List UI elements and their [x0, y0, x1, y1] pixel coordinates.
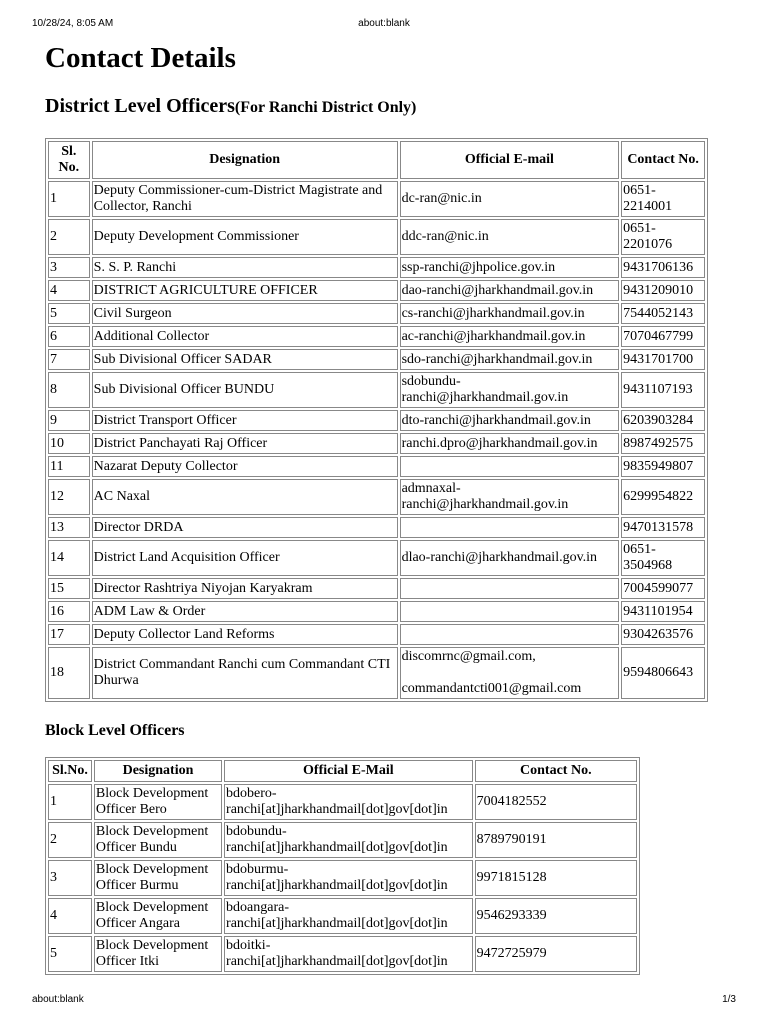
table-row: [48, 456, 705, 477]
cell-contact: 6299954822: [621, 479, 705, 515]
cell-contact: 9304263576: [621, 624, 705, 645]
table-row: [48, 433, 705, 454]
col-sl-no: Sl. No.: [48, 141, 90, 179]
cell-sl-no: 4: [48, 280, 90, 301]
table-row: [48, 784, 637, 820]
cell-designation: District Commandant Ranchi cum Commandant CTI Dhurwa: [92, 647, 398, 699]
cell-contact: 9431706136: [621, 257, 705, 278]
cell-sl-no: 2: [48, 822, 92, 858]
cell-email: [400, 601, 620, 622]
table-row: [48, 578, 705, 599]
table-row: [48, 647, 705, 699]
cell-sl-no: 5: [48, 303, 90, 324]
cell-email: sdo-ranchi@jharkhandmail.gov.in: [400, 349, 620, 370]
district-table-body: [48, 181, 705, 699]
cell-email: cs-ranchi@jharkhandmail.gov.in: [400, 303, 620, 324]
table-row: [48, 479, 705, 515]
table-header-row: [48, 760, 637, 782]
district-heading-note: (For Ranchi District Only): [234, 99, 417, 116]
col-email: Official E-Mail: [224, 760, 473, 782]
cell-contact: 0651-2214001: [621, 181, 705, 217]
page-break-mask: [0, 976, 768, 992]
cell-sl-no: 1: [48, 181, 90, 217]
cell-designation: Block Development Officer Bero: [94, 784, 222, 820]
cell-sl-no: 1: [48, 784, 92, 820]
cell-designation: DISTRICT AGRICULTURE OFFICER: [92, 280, 398, 301]
cell-designation: Block Development Officer Itki: [94, 936, 222, 972]
table-row: [48, 936, 637, 972]
cell-designation: Block Development Officer Burmu: [94, 860, 222, 896]
cell-sl-no: 9: [48, 410, 90, 431]
cell-designation: District Transport Officer: [92, 410, 398, 431]
cell-designation: Nazarat Deputy Collector: [92, 456, 398, 477]
cell-contact: 9472725979: [475, 936, 637, 972]
table-row: [48, 624, 705, 645]
cell-email: ac-ranchi@jharkhandmail.gov.in: [400, 326, 620, 347]
cell-designation: Deputy Collector Land Reforms: [92, 624, 398, 645]
cell-designation: Sub Divisional Officer SADAR: [92, 349, 398, 370]
cell-sl-no: 14: [48, 540, 90, 576]
cell-contact: 9835949807: [621, 456, 705, 477]
table-row: [48, 860, 637, 896]
cell-email: discomrnc@gmail.com, commandantcti001@gmail.com: [400, 647, 620, 699]
cell-sl-no: 3: [48, 860, 92, 896]
cell-email: dao-ranchi@jharkhandmail.gov.in: [400, 280, 620, 301]
cell-sl-no: 11: [48, 456, 90, 477]
cell-contact: 7070467799: [621, 326, 705, 347]
block-officers-table: [45, 757, 640, 975]
cell-contact: 6203903284: [621, 410, 705, 431]
table-row: [48, 822, 637, 858]
cell-email: bdobundu-ranchi[at]jharkhandmail[dot]gov[dot]in: [224, 822, 473, 858]
cell-sl-no: 17: [48, 624, 90, 645]
print-header: [32, 18, 736, 32]
table-row: [48, 372, 705, 408]
cell-designation: Block Development Officer Bundu: [94, 822, 222, 858]
table-row: [48, 349, 705, 370]
cell-email: bdoburmu-ranchi[at]jharkhandmail[dot]gov[dot]in: [224, 860, 473, 896]
cell-contact: 7544052143: [621, 303, 705, 324]
table-header-row: [48, 141, 705, 179]
cell-email: dc-ran@nic.in: [400, 181, 620, 217]
district-officers-table: [45, 138, 708, 702]
cell-designation: Deputy Commissioner-cum-District Magistrate and Collector, Ranchi: [92, 181, 398, 217]
cell-sl-no: 3: [48, 257, 90, 278]
cell-designation: Additional Collector: [92, 326, 398, 347]
cell-email: [400, 456, 620, 477]
table-row: [48, 219, 705, 255]
cell-designation: Block Development Officer Angara: [94, 898, 222, 934]
cell-contact: 9470131578: [621, 517, 705, 538]
col-designation: Designation: [92, 141, 398, 179]
cell-email: sdobundu-ranchi@jharkhandmail.gov.in: [400, 372, 620, 408]
cell-email: [400, 578, 620, 599]
table-row: [48, 257, 705, 278]
cell-sl-no: 12: [48, 479, 90, 515]
cell-email: bdoitki-ranchi[at]jharkhandmail[dot]gov[dot]in: [224, 936, 473, 972]
col-designation: Designation: [94, 760, 222, 782]
cell-contact: 0651-2201076: [621, 219, 705, 255]
cell-sl-no: 16: [48, 601, 90, 622]
cell-designation: District Land Acquisition Officer: [92, 540, 398, 576]
cell-contact: 9431101954: [621, 601, 705, 622]
table-row: [48, 410, 705, 431]
cell-email: ddc-ran@nic.in: [400, 219, 620, 255]
cell-contact: 9971815128: [475, 860, 637, 896]
table-row: [48, 540, 705, 576]
block-table-body: [48, 784, 637, 972]
table-row: [48, 303, 705, 324]
table-row: [48, 601, 705, 622]
cell-sl-no: 13: [48, 517, 90, 538]
cell-sl-no: 7: [48, 349, 90, 370]
cell-email: ranchi.dpro@jharkhandmail.gov.in: [400, 433, 620, 454]
cell-email: dlao-ranchi@jharkhandmail.gov.in: [400, 540, 620, 576]
print-footer-url: about:blank: [32, 994, 84, 1005]
cell-contact: 8987492575: [621, 433, 705, 454]
print-datetime: 10/28/24, 8:05 AM: [32, 18, 114, 29]
cell-contact: 7004599077: [621, 578, 705, 599]
table-row: [48, 280, 705, 301]
cell-sl-no: 4: [48, 898, 92, 934]
cell-designation: S. S. P. Ranchi: [92, 257, 398, 278]
cell-designation: Sub Divisional Officer BUNDU: [92, 372, 398, 408]
col-contact: Contact No.: [621, 141, 705, 179]
table-row: [48, 517, 705, 538]
district-heading-text: District Level Officers: [45, 95, 235, 117]
cell-email: bdobero-ranchi[at]jharkhandmail[dot]gov[dot]in: [224, 784, 473, 820]
cell-contact: 7004182552: [475, 784, 637, 820]
print-page-number: 1/3: [722, 994, 736, 1005]
print-page-title: about:blank: [358, 18, 410, 29]
cell-email: dto-ranchi@jharkhandmail.gov.in: [400, 410, 620, 431]
cell-sl-no: 18: [48, 647, 90, 699]
cell-designation: District Panchayati Raj Officer: [92, 433, 398, 454]
block-heading: Block Level Officers: [45, 722, 185, 739]
cell-designation: Civil Surgeon: [92, 303, 398, 324]
cell-sl-no: 8: [48, 372, 90, 408]
cell-contact: 9431107193: [621, 372, 705, 408]
cell-sl-no: 5: [48, 936, 92, 972]
cell-contact: 9431209010: [621, 280, 705, 301]
cell-sl-no: 6: [48, 326, 90, 347]
cell-sl-no: 2: [48, 219, 90, 255]
cell-email: [400, 624, 620, 645]
cell-sl-no: 15: [48, 578, 90, 599]
district-heading: [45, 91, 416, 123]
cell-email: ssp-ranchi@jhpolice.gov.in: [400, 257, 620, 278]
cell-designation: Director DRDA: [92, 517, 398, 538]
col-sl-no: Sl.No.: [48, 760, 92, 782]
col-email: Official E-mail: [400, 141, 620, 179]
page-title: Contact Details: [45, 42, 236, 74]
cell-designation: Deputy Development Commissioner: [92, 219, 398, 255]
table-row: [48, 181, 705, 217]
cell-contact: 9431701700: [621, 349, 705, 370]
cell-contact: 9546293339: [475, 898, 637, 934]
cell-contact: 8789790191: [475, 822, 637, 858]
cell-contact: 0651-3504968: [621, 540, 705, 576]
cell-contact: 9594806643: [621, 647, 705, 699]
cell-email: [400, 517, 620, 538]
cell-designation: AC Naxal: [92, 479, 398, 515]
cell-email: admnaxal-ranchi@jharkhandmail.gov.in: [400, 479, 620, 515]
table-row: [48, 898, 637, 934]
col-contact: Contact No.: [475, 760, 637, 782]
table-row: [48, 326, 705, 347]
cell-sl-no: 10: [48, 433, 90, 454]
cell-email: bdoangara-ranchi[at]jharkhandmail[dot]gov[dot]in: [224, 898, 473, 934]
cell-designation: ADM Law & Order: [92, 601, 398, 622]
secondary-email: commandantcti001@gmail.com: [401, 681, 582, 696]
cell-designation: Director Rashtriya Niyojan Karyakram: [92, 578, 398, 599]
print-footer: [32, 994, 736, 1008]
